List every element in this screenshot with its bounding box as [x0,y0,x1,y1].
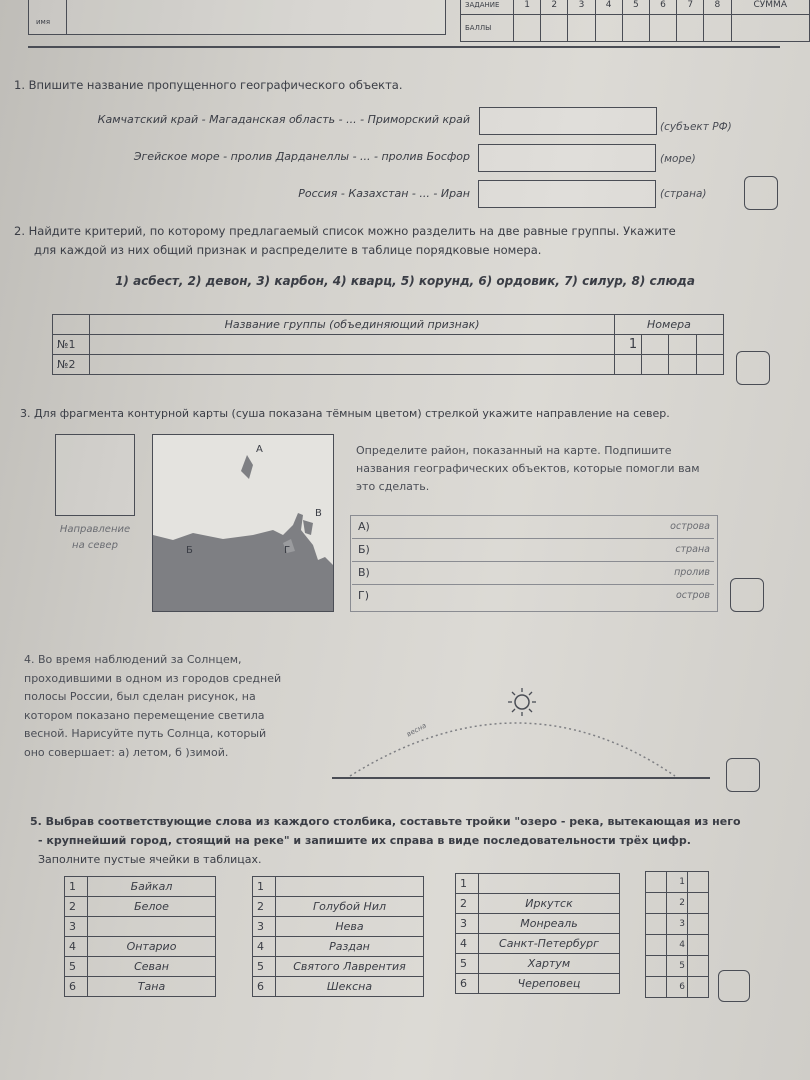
river-cell: Шексна [276,977,424,997]
city-index: 6 [456,974,479,994]
answer-cell[interactable] [688,914,709,935]
city-index: 5 [456,954,479,974]
score-cell[interactable] [514,15,541,42]
river-cell: Голубой Нил [276,897,424,917]
city-index: 3 [456,914,479,934]
map-letter: Г [284,545,291,556]
q3-score-box[interactable] [730,578,764,612]
contour-map [152,434,334,612]
q3-title: 3. Для фрагмента контурной карты (суша показана тёмным цветом) стрелкой укажите направление на север. [20,407,670,420]
answer-digit[interactable]: 6 [667,977,688,998]
north-arrow-box[interactable] [55,434,135,516]
q2-title-line1: 2. Найдите критерий, по которому предлагаемый список можно разделить на две равные группы. Укажите [14,224,676,238]
city-cell: Иркутск [479,894,620,914]
answer-digit[interactable]: 1 [667,872,688,893]
q3-answer-row[interactable]: В) пролив [352,562,714,585]
q2-num-cell[interactable] [696,355,723,375]
q2-num-cell[interactable] [642,335,669,355]
q2-row-label: №1 [53,335,90,355]
city-cell: Хартум [479,954,620,974]
map-letter: Б [186,545,193,556]
city-cell: Санкт-Петербург [479,934,620,954]
score-cell[interactable] [595,15,622,42]
answer-table [645,871,709,998]
q2-num-cell[interactable] [669,355,696,375]
score-cell[interactable] [649,15,676,42]
q2-num-cell[interactable]: 1 [614,335,641,355]
river-cell[interactable] [276,877,424,897]
score-table-row-label: ЗАДАНИЕ [461,0,514,15]
river-index: 4 [253,937,276,957]
answer-cell[interactable] [646,893,667,914]
score-cell[interactable] [622,15,649,42]
river-cell: Нева [276,917,424,937]
score-col-header: СУММА [731,0,810,15]
score-col-header: 7 [677,0,704,15]
answer-cell[interactable] [646,914,667,935]
answer-digit[interactable]: 2 [667,893,688,914]
q2-group-1[interactable] [90,335,614,355]
river-index: 3 [253,917,276,937]
q1-title: 1. Впишите название пропущенного географического объекта. [14,78,403,92]
q2-col-numbers: Номера [614,315,723,335]
answer-cell[interactable] [646,872,667,893]
city-cell: Череповец [479,974,620,994]
score-col-header: 4 [595,0,622,15]
map-letter: В [315,508,322,519]
answer-cell[interactable] [646,977,667,998]
city-index: 2 [456,894,479,914]
lake-cell: Белое [88,897,216,917]
lake-index: 6 [65,977,88,997]
q3-answer-row[interactable]: Б) страна [352,539,714,562]
q1-answer-2[interactable] [478,144,656,172]
score-col-header: 5 [622,0,649,15]
score-col-header: 3 [568,0,595,15]
lake-cell: Севан [88,957,216,977]
q1-row1-text: Камчатский край - Магаданская область - ... - Приморский край [97,113,470,126]
answer-cell[interactable] [646,935,667,956]
q2-num-cell[interactable] [696,335,723,355]
answer-digit[interactable]: 5 [667,956,688,977]
answer-cell[interactable] [646,956,667,977]
river-index: 5 [253,957,276,977]
q1-answer-3[interactable] [478,180,656,208]
q1-row2-text: Эгейское море - пролив Дарданеллы - ... - пролив Босфор [133,150,470,163]
q3-answer-row[interactable]: Г) остров [358,589,710,602]
q2-title-line2: для каждой из них общий признак и распределите в таблице порядковые номера. [34,243,542,257]
city-index: 1 [456,874,479,894]
name-field-divider [66,0,67,34]
north-label: Направление на север [59,524,131,551]
score-col-header: 2 [541,0,568,15]
lake-index: 4 [65,937,88,957]
score-col-header: 6 [649,0,676,15]
river-cell: Святого Лаврентия [276,957,424,977]
score-col-header: 8 [704,0,731,15]
score-table [460,0,810,42]
lake-cell: Онтарио [88,937,216,957]
score-cell[interactable] [731,15,810,42]
city-cell[interactable] [479,874,620,894]
q5-title-line3: Заполните пустые ячейки в таблицах. [38,853,262,866]
q2-row-label: №2 [53,355,90,375]
q4-arc-label: весна [405,721,428,739]
q2-num-cell[interactable] [669,335,696,355]
city-cell: Монреаль [479,914,620,934]
q1-hint-3: (страна) [660,188,707,200]
q1-hint-2: (море) [660,153,696,165]
name-field[interactable] [28,0,446,35]
city-index: 4 [456,934,479,954]
q1-score-box[interactable] [744,176,778,210]
lake-cell: Байкал [88,877,216,897]
q2-table [52,314,724,375]
map-letter: А [256,444,263,455]
score-table-row-label: БАЛЛЫ [461,15,514,42]
q2-list: 1) асбест, 2) девон, 3) карбон, 4) кварц, 5) корунд, 6) ордовик, 7) силур, 8) слюда [115,274,695,288]
q2-num-cell[interactable] [642,355,669,375]
q2-score-box[interactable] [736,351,770,385]
lake-cell: Тана [88,977,216,997]
lake-index: 2 [65,897,88,917]
answer-cell[interactable] [688,935,709,956]
lake-index: 1 [65,877,88,897]
sun-path-diagram [330,680,720,784]
lake-cell[interactable] [88,917,216,937]
river-index: 6 [253,977,276,997]
answer-cell[interactable] [688,893,709,914]
q1-row3-text: Россия - Казахстан - ... - Иран [298,187,470,200]
score-cell[interactable] [677,15,704,42]
score-col-header: 1 [514,0,541,15]
answer-digit[interactable]: 4 [667,935,688,956]
rivers-table [252,876,424,997]
answer-cell[interactable] [688,977,709,998]
q4-text: 4. Во время наблюдений за Солнцем, проходившими в одном из городов средней полосы России, был сделан рисунок, на котором показано перемещение светила весной. Нарисуйте путь Солнца, который оно совершает: а) летом, б )зимой. [24,653,282,759]
answer-digit[interactable]: 3 [667,914,688,935]
lake-index: 3 [65,917,88,937]
river-index: 2 [253,897,276,917]
score-cell[interactable] [541,15,568,42]
header-divider [28,46,780,48]
q2-group-2[interactable] [90,355,614,375]
q5-score-box[interactable] [718,970,750,1002]
q2-col-group: Название группы (объединяющий признак) [90,315,614,335]
lakes-table [64,876,216,997]
answer-cell[interactable] [688,956,709,977]
q1-answer-1[interactable] [479,107,657,135]
q3-prompt: Определите район, показанный на карте. Подпишите названия географических объектов, которые помогли вам это сделать. [356,444,700,493]
cities-table [455,873,620,994]
score-cell[interactable] [704,15,731,42]
map-land-icon [153,435,333,611]
q1-hint-1: (субъект РФ) [660,121,732,133]
name-label: имя [36,18,51,26]
q5-title-line2: - крупнейший город, стоящий на реке" и запишите их справа в виде последовательности трёх цифр. [38,834,691,847]
q2-num-cell[interactable] [614,355,641,375]
answer-cell[interactable] [688,872,709,893]
river-cell: Раздан [276,937,424,957]
river-index: 1 [253,877,276,897]
score-cell[interactable] [568,15,595,42]
lake-index: 5 [65,957,88,977]
q4-score-box[interactable] [726,758,760,792]
q3-answer-row[interactable]: А) острова [352,516,714,539]
q5-title-line1: 5. Выбрав соответствующие слова из каждого столбика, составьте тройки "озеро - река, вытекающая из него [30,815,741,828]
